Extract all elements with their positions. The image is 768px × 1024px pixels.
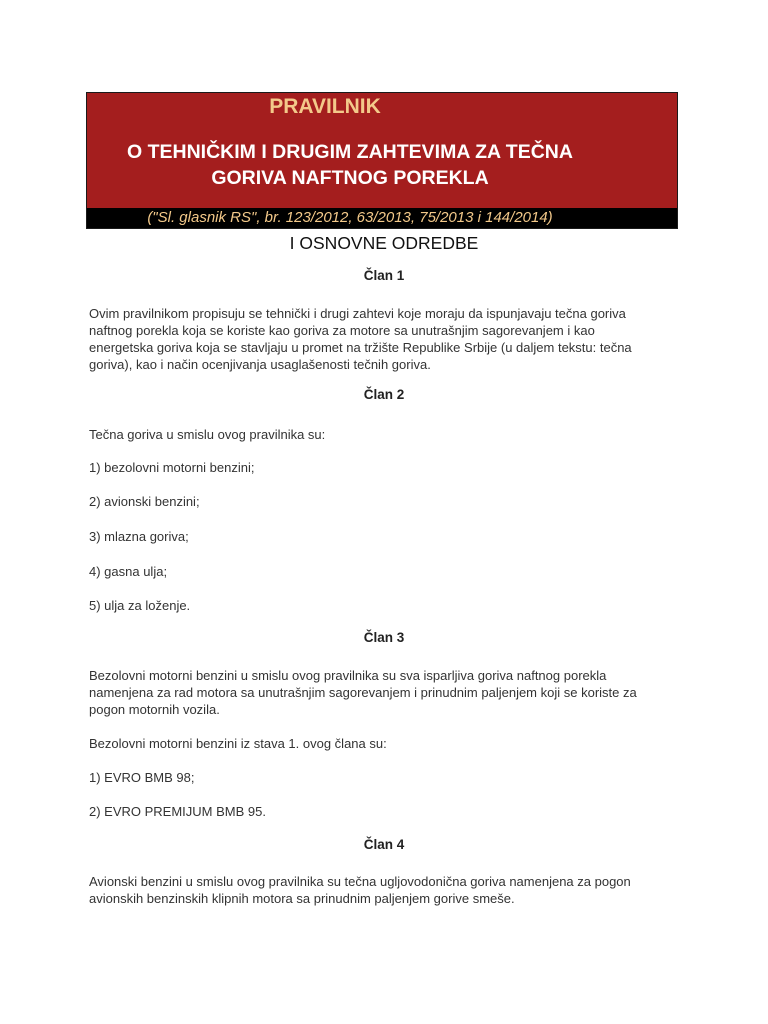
article-paragraph (89, 735, 685, 752)
list-item (89, 528, 685, 545)
document-title-banner (86, 92, 678, 229)
article-heading: Član 1 (363, 268, 405, 283)
paragraph-line: 2) avionski benzini; (89, 494, 200, 509)
article-paragraph (89, 305, 685, 373)
list-item (89, 459, 685, 476)
paragraph-line: 2) EVRO PREMIJUM BMB 95. (89, 804, 266, 819)
paragraph-line: namenjena za rad motora sa unutrašnjim sagorevanjem i prinudnim paljenjem koji se koriste za (89, 685, 637, 700)
paragraph-line: Bezolovni motorni benzini iz stava 1. ovog člana su: (89, 736, 387, 751)
paragraph-line: Bezolovni motorni benzini u smislu ovog pravilnika su sva isparljiva goriva naftnog porekla (89, 668, 607, 683)
document-type-label: PRAVILNIK (269, 95, 381, 118)
article-paragraph (89, 873, 685, 907)
paragraph-line: goriva), kao i način ocenjivanja usaglašenosti tečnih goriva. (89, 357, 431, 372)
document-title (87, 139, 613, 191)
paragraph-line: pogon motornih vozila. (89, 702, 220, 717)
list-item (89, 563, 685, 580)
paragraph-line: 4) gasna ulja; (89, 564, 168, 579)
list-item (89, 597, 685, 614)
document-title-line: O TEHNIČKIM I DRUGIM ZAHTEVIMA ZA TEČNA (127, 141, 573, 163)
paragraph-line: avionskih benzinskih klipnih motora sa prinudnim paljenjem gorive smeše. (89, 891, 515, 906)
article-heading: Član 3 (363, 630, 405, 645)
article-heading: Član 4 (363, 837, 405, 852)
list-item (89, 803, 685, 820)
paragraph-line: Avionski benzini u smislu ovog pravilnika su tečna ugljovodonična goriva namenjena za pogon (89, 874, 631, 889)
gazette-citation: ("Sl. glasnik RS", br. 123/2012, 63/2013, 75/2013 i 144/2014) (147, 209, 553, 226)
list-item (89, 493, 685, 510)
paragraph-line: 1) bezolovni motorni benzini; (89, 460, 255, 475)
paragraph-line: Ovim pravilnikom propisuju se tehnički i drugi zahtevi koje moraju da ispunjavaju tečna goriva (89, 306, 626, 321)
paragraph-line: Tečna goriva u smislu ovog pravilnika su: (89, 427, 326, 442)
list-item (89, 769, 685, 786)
article-heading: Član 2 (363, 387, 405, 402)
paragraph-line: 5) ulja za loženje. (89, 598, 191, 613)
paragraph-line: naftnog porekla koja se koriste kao goriva za motore sa unutrašnjim sagorevanjem i kao (89, 323, 595, 338)
section-heading: I OSNOVNE ODREDBE (289, 233, 479, 253)
article-paragraph (89, 426, 685, 443)
paragraph-line: energetska goriva koja se stavljaju u promet na tržište Republike Srbije (u daljem tekstu: tečna (89, 340, 632, 355)
document-title-line: GORIVA NAFTNOG POREKLA (211, 167, 489, 189)
paragraph-line: 3) mlazna goriva; (89, 529, 189, 544)
citation-bar (87, 208, 677, 228)
article-paragraph (89, 667, 685, 718)
paragraph-line: 1) EVRO BMB 98; (89, 770, 195, 785)
